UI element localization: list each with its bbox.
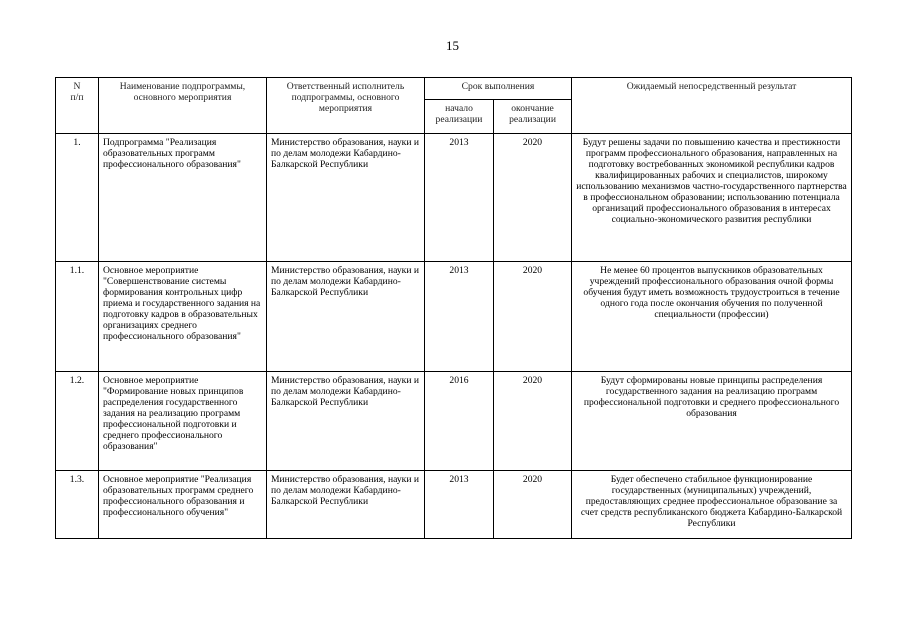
header-num: N п/п	[56, 78, 99, 134]
table-row	[56, 471, 852, 539]
header-result: Ожидаемый непосредственный результат	[572, 78, 852, 134]
row-end: 2020	[494, 372, 572, 471]
row-start: 2013	[425, 134, 494, 262]
row-num: 1.3.	[56, 471, 99, 539]
header-name: Наименование подпрограммы, основного мероприятия	[99, 78, 267, 134]
table-row	[56, 372, 852, 471]
row-start: 2013	[425, 471, 494, 539]
row-num: 1.2.	[56, 372, 99, 471]
row-name: Подпрограмма "Реализация образовательных программ профессионального образования"	[99, 134, 267, 262]
row-num: 1.	[56, 134, 99, 262]
header-executor: Ответственный исполнитель подпрограммы, основного мероприятия	[267, 78, 425, 134]
row-name: Основное мероприятие "Реализация образовательных программ среднего профессионального образования и профессионального обучения"	[99, 471, 267, 539]
row-start: 2016	[425, 372, 494, 471]
row-end: 2020	[494, 134, 572, 262]
row-end: 2020	[494, 262, 572, 372]
row-result: Не менее 60 процентов выпускников образовательных учреждений профессионального образования очной формы обучения будут иметь возможность трудоустроиться в течение одного года после окончания обучения по полученной специальности (профессии)	[572, 262, 852, 372]
row-name: Основное мероприятие "Совершенствование системы формирования контрольных цифр приема и государственного задания на подготовку кадров в образовательных организациях среднего профессионального образования"	[99, 262, 267, 372]
row-num: 1.1.	[56, 262, 99, 372]
row-result: Будут решены задачи по повышению качества и престижности программ профессионального образования, направленных на подготовку востребованных экономикой республики кадров квалифицированных рабочих и специалистов, широкому использованию механизмов частно-государственного партнерства в профессиональном образовании; использованию потенциала организаций профессионального образования в интересах социально-экономического развития республики	[572, 134, 852, 262]
header-start: начало реализации	[425, 100, 494, 134]
row-executor: Министерство образования, науки и по делам молодежи Кабардино-Балкарской Республики	[267, 372, 425, 471]
row-executor: Министерство образования, науки и по делам молодежи Кабардино-Балкарской Республики	[267, 262, 425, 372]
table-row	[56, 262, 852, 372]
row-result: Будут сформированы новые принципы распределения государственного задания на реализацию программ профессиональной подготовки и среднего профессионального образования	[572, 372, 852, 471]
page-number: 15	[446, 38, 459, 53]
program-table	[55, 77, 852, 539]
row-start: 2013	[425, 262, 494, 372]
row-end: 2020	[494, 471, 572, 539]
header-term: Срок выполнения	[425, 78, 572, 100]
row-executor: Министерство образования, науки и по делам молодежи Кабардино-Балкарской Республики	[267, 471, 425, 539]
row-executor: Министерство образования, науки и по делам молодежи Кабардино-Балкарской Республики	[267, 134, 425, 262]
table-row	[56, 134, 852, 262]
row-result: Будет обеспечено стабильное функционирование государственных (муниципальных) учреждений, предоставляющих среднее профессиональное образование за счет средств республиканского бюджета Кабардино-Балкарской Республики	[572, 471, 852, 539]
header-end: окончание реализации	[494, 100, 572, 134]
row-name: Основное мероприятие "Формирование новых принципов распределения государственного задания на реализацию программ профессиональной подготовки и среднего профессионального образования"	[99, 372, 267, 471]
